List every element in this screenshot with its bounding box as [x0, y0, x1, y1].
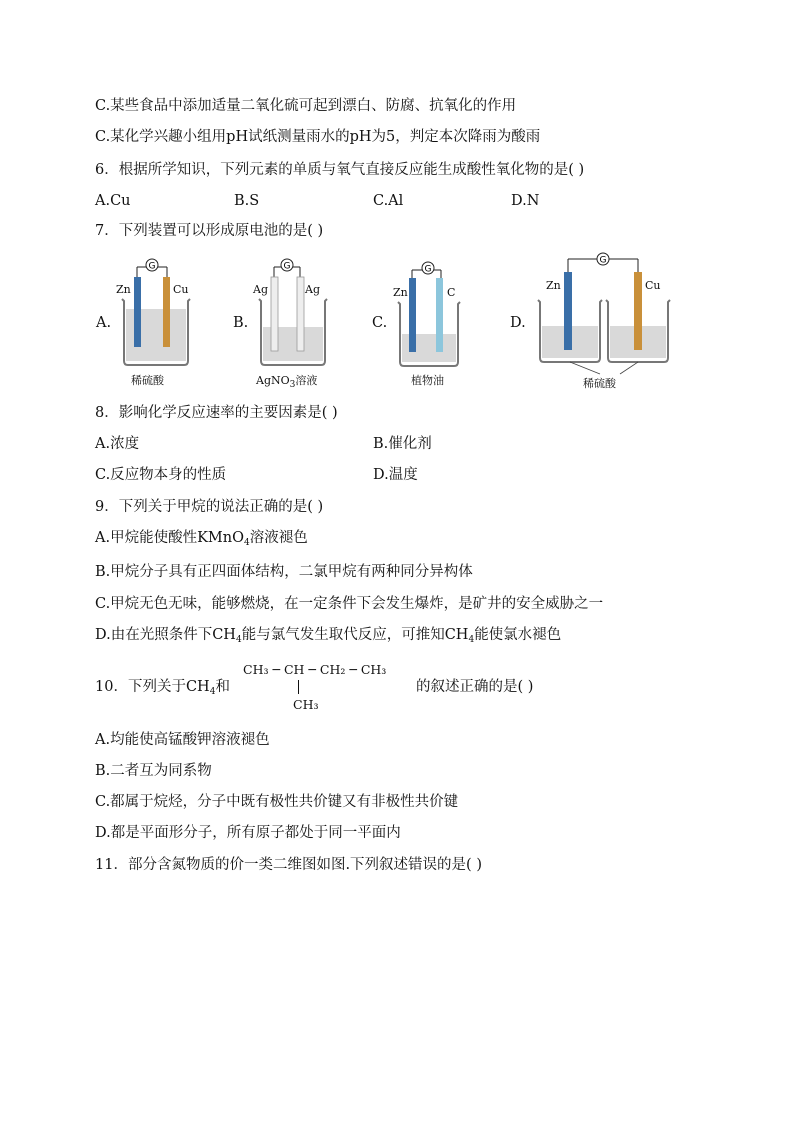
- q7-option-a: A.: [96, 315, 112, 331]
- q7c-right-electrode: C: [447, 286, 456, 299]
- galvanic-cell-c-figure: [388, 258, 468, 370]
- galvanic-cell-d-figure: [530, 250, 680, 390]
- line-so2: C.某些食品中添加适量二氧化硫可起到漂白、防腐、抗氧化的作用: [95, 98, 517, 114]
- question-6: 6．根据所学知识，下列元素的单质与氧气直接反应能生成酸性氧化物的是( ): [95, 162, 585, 178]
- q7b-liquid-label: AgNO$_3$溶液: [256, 374, 318, 390]
- q9-option-d: D.由在光照条件下$CH_4$能与氯气发生取代反应，可推知$CH_4$能使氯水褪色: [95, 627, 562, 645]
- q6-option-a: A.Cu: [95, 193, 131, 209]
- q8-option-b: B.催化剂: [373, 436, 432, 452]
- line-ph: C.某化学兴趣小组用pH试纸测量雨水的pH为5，判定本次降雨为酸雨: [95, 129, 541, 145]
- question-10: 10．下列关于$CH_4$和: [95, 679, 230, 697]
- svg-text:G: G: [283, 261, 291, 272]
- q10-option-d: D.都是平面形分子，所有原子都处于同一平面内: [95, 825, 401, 841]
- q7a-right-electrode: Cu: [173, 283, 189, 296]
- q7b-right-electrode: Ag: [305, 283, 320, 296]
- question-7: 7．下列装置可以形成原电池的是( ): [95, 223, 324, 239]
- structural-formula-main-chain: CH₃ ─ CH ─ CH₂ ─ CH₃: [243, 662, 387, 677]
- galvanic-cell-b-figure: [249, 255, 335, 370]
- q7c-liquid-label: 植物油: [411, 374, 444, 387]
- q9-option-c: C.甲烷无色无味，能够燃烧，在一定条件下会发生爆炸，是矿井的安全威胁之一: [95, 596, 604, 612]
- question-10-tail: 的叙述正确的是( ): [416, 679, 534, 695]
- q7-option-c: C.: [372, 315, 388, 331]
- q10-option-c: C.都属于烷烃，分子中既有极性共价键又有非极性共价键: [95, 794, 459, 810]
- q7a-left-electrode: Zn: [116, 283, 131, 296]
- q8-option-d: D.温度: [373, 467, 418, 483]
- q6-option-c: C.Al: [373, 193, 404, 209]
- q7-option-d: D.: [510, 315, 526, 331]
- svg-text:G: G: [148, 261, 156, 272]
- q6-option-d: D.N: [511, 193, 540, 209]
- structural-formula-branch: CH₃: [293, 697, 319, 712]
- question-9: 9．下列关于甲烷的说法正确的是( ): [95, 499, 324, 515]
- svg-text:G: G: [424, 264, 432, 275]
- q10-option-a: A.均能使高锰酸钾溶液褪色: [95, 732, 270, 748]
- q9-option-b: B.甲烷分子具有正四面体结构，二氯甲烷有两种同分异构体: [95, 564, 473, 580]
- structural-formula-branch-bond: [298, 680, 299, 694]
- q10-option-b: B.二者互为同系物: [95, 763, 212, 779]
- svg-text:G: G: [599, 255, 607, 266]
- question-8: 8．影响化学反应速率的主要因素是( ): [95, 405, 338, 421]
- galvanic-cell-a-figure: [112, 255, 198, 370]
- q8-option-c: C.反应物本身的性质: [95, 467, 227, 483]
- q7d-liquid-label: 稀硫酸: [583, 377, 616, 390]
- q8-option-a: A.浓度: [95, 436, 140, 452]
- q9-option-a: A.甲烷能使酸性KMnO$_4$溶液褪色: [95, 530, 308, 548]
- q7b-left-electrode: Ag: [253, 283, 268, 296]
- q7d-left-electrode: Zn: [546, 279, 561, 292]
- q6-option-b: B.S: [234, 193, 260, 209]
- q7-option-b: B.: [233, 315, 249, 331]
- q7a-liquid-label: 稀硫酸: [131, 374, 164, 387]
- q7d-right-electrode: Cu: [645, 279, 661, 292]
- question-11: 11．部分含氮物质的价一类二维图如图.下列叙述错误的是( ): [95, 857, 482, 873]
- q7c-left-electrode: Zn: [393, 286, 408, 299]
